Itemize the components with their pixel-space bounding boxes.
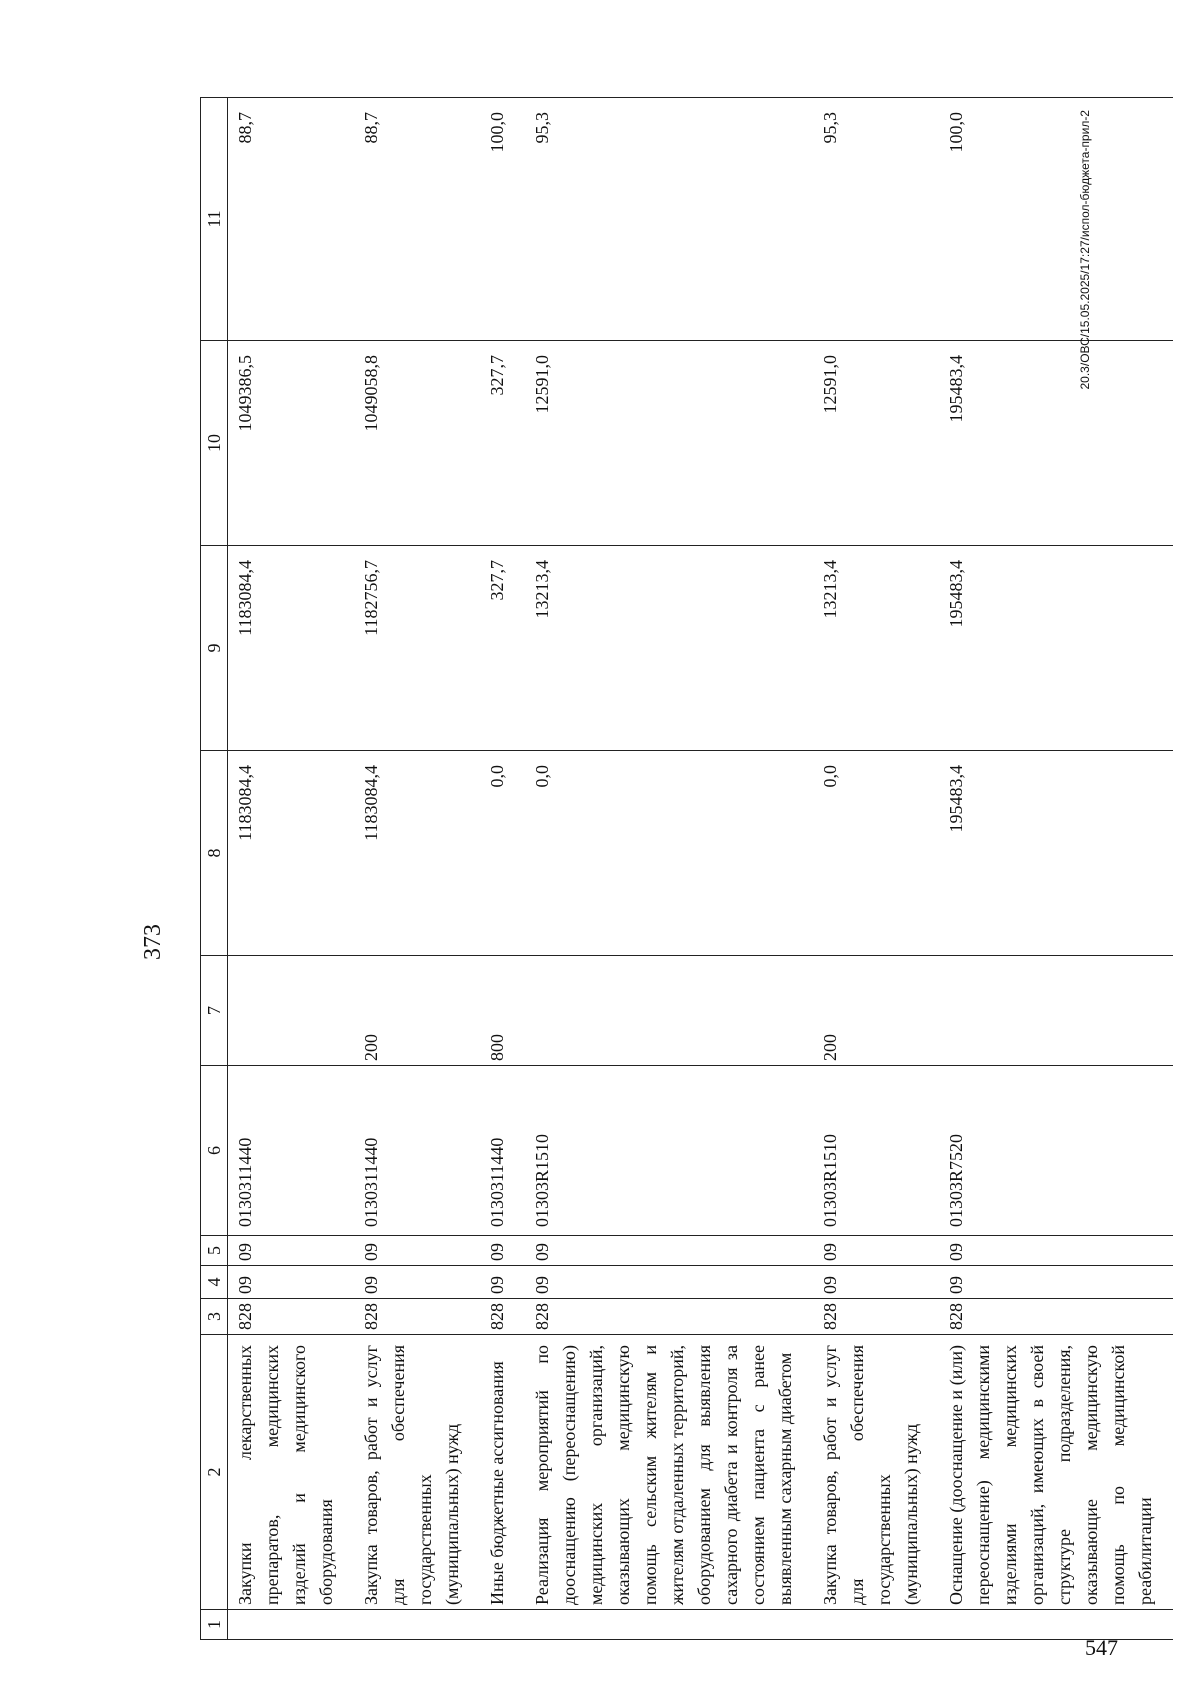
cell-target-code: 01303R1510 [525,1066,813,1236]
cell-target-code: 0130311440 [228,1066,355,1236]
cell-blank [354,1610,480,1640]
cell-executed: 195483,4 [939,341,1173,546]
table-row [813,98,939,1640]
cell-ministry: 828 [480,1299,525,1335]
cell-planned: 13213,4 [525,546,813,751]
cell-executed: 1049058,8 [354,341,480,546]
cell-approved: 1183084,4 [228,751,355,956]
cell-planned: 1182756,7 [354,546,480,751]
cell-description: Закупка товаров, работ и услуг для обеспечения государственных (муниципальных) нужд [354,1335,480,1610]
header-cell: 6 [201,1066,228,1236]
cell-section: 09 [525,1266,813,1299]
cell-target-code: 01303R7520 [939,1066,1173,1236]
cell-percent: 100,0 [939,98,1173,341]
page-number: 373 [140,924,166,960]
cell-approved: 0,0 [525,751,813,956]
table-row [525,98,813,1640]
cell-expense-type: 200 [813,956,939,1066]
budget-table [200,97,1173,1640]
cell-ministry: 828 [354,1299,480,1335]
cell-percent: 88,7 [354,98,480,341]
cell-ministry: 828 [525,1299,813,1335]
table-row [354,98,480,1640]
cell-subsection: 09 [813,1236,939,1266]
cell-approved: 1183084,4 [354,751,480,956]
footer-note: 20.3/ОВС/15.05.2025/17:27/испол-бюджета-прил-2 [1078,110,1092,390]
cell-executed: 1049386,5 [228,341,355,546]
header-cell: 3 [201,1299,228,1335]
cell-blank [939,1610,1173,1640]
cell-expense-type [525,956,813,1066]
cell-expense-type: 200 [354,956,480,1066]
rotated-page [140,80,1155,1640]
cell-description: Закупка товаров, работ и услуг для обеспечения государственных (муниципальных) нужд [813,1335,939,1610]
cell-section: 09 [354,1266,480,1299]
cell-executed: 327,7 [480,341,525,546]
bottom-page-number: 547 [1085,1635,1118,1660]
cell-ministry: 828 [813,1299,939,1335]
header-cell: 10 [201,341,228,546]
cell-percent: 95,3 [813,98,939,341]
cell-subsection: 09 [525,1236,813,1266]
cell-description: Закупки лекарственных препаратов, медицинских изделий и медицинского оборудования [228,1335,355,1610]
header-cell: 5 [201,1236,228,1266]
cell-ministry: 828 [939,1299,1173,1335]
cell-blank [525,1610,813,1640]
header-cell: 7 [201,956,228,1066]
cell-blank [228,1610,355,1640]
cell-executed: 12591,0 [813,341,939,546]
cell-description: Реализация мероприятий по дооснащению (переоснащению) медицинских организаций, оказывающих медицинскую помощь сельским жителям и жителям отдаленных территорий, оборудованием для выявления сахарного диабета и контроля за состоянием пациента с ранее выявленным сахарным диабетом [525,1335,813,1610]
table-row [939,98,1173,1640]
cell-planned: 195483,4 [939,546,1173,751]
cell-subsection: 09 [480,1236,525,1266]
cell-description: Оснащение (дооснащение и (или) переоснащение) медицинскими изделиями медицинских организаций, имеющих в своей структуре подразделения, оказывающие медицинскую помощь по медицинской реабилитации [939,1335,1173,1610]
cell-blank [480,1610,525,1640]
cell-subsection: 09 [228,1236,355,1266]
cell-approved: 0,0 [480,751,525,956]
table-row [228,98,355,1640]
cell-description: Иные бюджетные ассигнования [480,1335,525,1610]
cell-section: 09 [813,1266,939,1299]
cell-percent: 100,0 [480,98,525,341]
cell-expense-type: 800 [480,956,525,1066]
cell-blank [813,1610,939,1640]
header-cell: 11 [201,98,228,341]
cell-planned: 13213,4 [813,546,939,751]
header-cell: 8 [201,751,228,956]
cell-percent: 88,7 [228,98,355,341]
cell-approved: 195483,4 [939,751,1173,956]
cell-expense-type [939,956,1173,1066]
table-row [480,98,525,1640]
cell-section: 09 [228,1266,355,1299]
cell-target-code: 0130311440 [480,1066,525,1236]
header-row [201,98,228,1640]
header-cell: 1 [201,1610,228,1640]
cell-subsection: 09 [354,1236,480,1266]
header-cell: 2 [201,1335,228,1610]
cell-percent: 95,3 [525,98,813,341]
header-cell: 4 [201,1266,228,1299]
cell-ministry: 828 [228,1299,355,1335]
cell-planned: 1183084,4 [228,546,355,751]
cell-target-code: 0130311440 [354,1066,480,1236]
cell-section: 09 [480,1266,525,1299]
cell-approved: 0,0 [813,751,939,956]
cell-section: 09 [939,1266,1173,1299]
cell-expense-type [228,956,355,1066]
cell-executed: 12591,0 [525,341,813,546]
cell-target-code: 01303R1510 [813,1066,939,1236]
cell-planned: 327,7 [480,546,525,751]
cell-subsection: 09 [939,1236,1173,1266]
header-cell: 9 [201,546,228,751]
